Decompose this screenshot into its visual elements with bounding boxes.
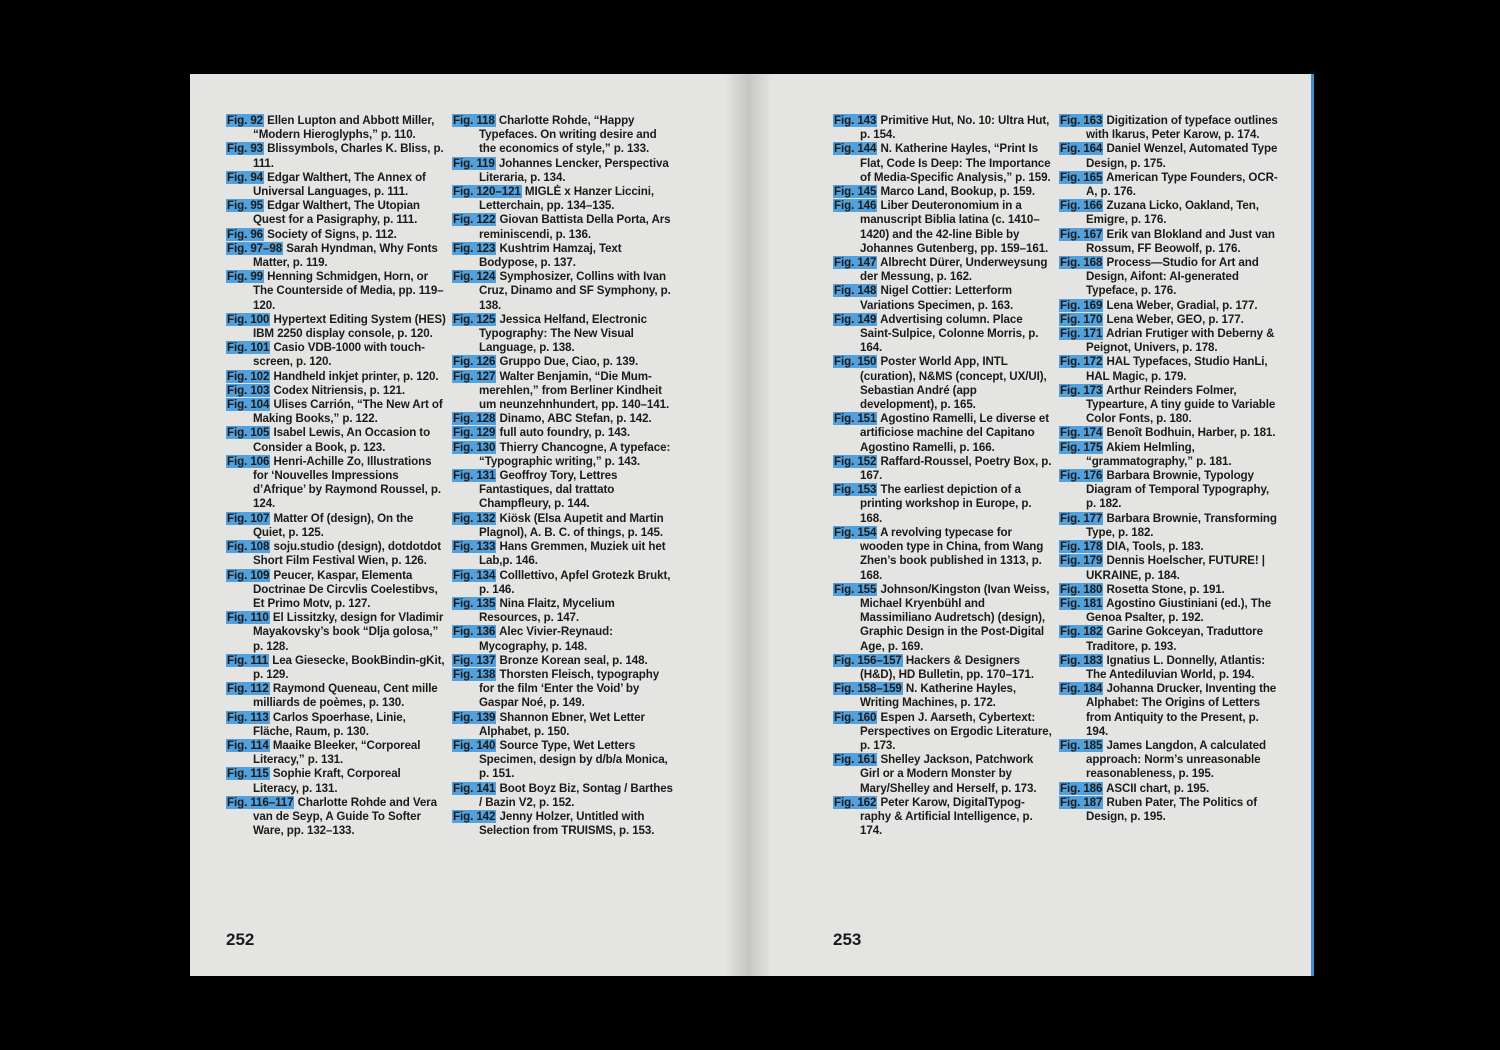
figure-caption xyxy=(1059,739,1281,782)
figure-caption-text: Raymond Queneau, Cent mille milliards de poèmes, p. 130. xyxy=(253,682,438,710)
figure-caption xyxy=(226,426,448,454)
figure-number-label: Fig. 99 xyxy=(227,270,264,284)
figure-caption xyxy=(226,711,448,739)
figure-caption xyxy=(226,228,448,242)
figure-caption-text: Dinamo, ABC Stefan, p. 142. xyxy=(499,412,652,426)
figure-number-label: Fig. 106 xyxy=(227,454,270,468)
figure-number-label: Fig. 109 xyxy=(227,568,270,582)
figure-caption-text: Hypertext Editing System (HES) IBM 2250 display console, p. 120. xyxy=(253,312,446,341)
figure-caption-text: Agostino Ramelli, Le diverse et artificiose machine del Capitano Agostino Ramelli, p. 166. xyxy=(860,412,1049,454)
figure-caption-text: Matter Of (design), On the Quiet, p. 125. xyxy=(253,511,414,539)
figure-caption xyxy=(226,313,448,341)
figure-number-label: Fig. 104 xyxy=(227,398,270,412)
figure-caption-text: Marco Land, Bookup, p. 159. xyxy=(880,185,1035,199)
figure-number-label: Fig. 160 xyxy=(834,710,877,724)
figure-number-label: Fig. 185 xyxy=(1060,738,1103,752)
figure-caption-text: Johnson/Kingston (Ivan Weiss, Michael Kryenbühl and Massimiliano Audretsch) (design), Graphic Design in the Post-Digital Age, p. 169. xyxy=(860,582,1050,653)
figure-caption xyxy=(226,739,448,767)
figure-caption-text: Arthur Reinders Folmer, Typearture, A tiny guide to Variable Color Fonts, p. 180. xyxy=(1086,383,1276,426)
figure-caption xyxy=(452,569,674,597)
figure-caption xyxy=(226,455,448,512)
figure-caption xyxy=(1059,313,1281,327)
figure-caption-text: Boot Boyz Biz, Sontag / Barthes / Bazin V2, p. 152. xyxy=(479,781,673,809)
figure-caption-text: Isabel Lewis, An Occasion to Consider a Book, p. 123. xyxy=(253,426,431,454)
figure-number-label: Fig. 101 xyxy=(227,341,270,355)
figure-caption xyxy=(452,625,674,653)
figure-number-label: Fig. 130 xyxy=(453,440,496,454)
figure-caption-text: Dennis Hoelscher, FUTURE! | UKRAINE, p. 184. xyxy=(1086,554,1265,582)
figure-caption-text: Codex Nitriensis, p. 121. xyxy=(273,383,406,397)
page-edge-accent xyxy=(1311,74,1314,976)
figure-caption xyxy=(833,256,1055,284)
figure-caption-text: Johannes Lencker, Perspectiva Literaria, p. 134. xyxy=(479,156,669,184)
figure-caption xyxy=(1059,299,1281,313)
figure-caption-text: Process—Studio for Art and Design, Aifont: AI-generated Typeface, p. 176. xyxy=(1086,256,1259,298)
figure-caption xyxy=(1059,171,1281,199)
figure-number-label: Fig. 108 xyxy=(227,540,270,554)
figure-caption-text: Symphosizer, Collins with Ivan Cruz, Dinamo and SF Symphony, p. 138. xyxy=(479,270,671,312)
figure-caption xyxy=(833,654,1055,682)
figure-caption-text: Sarah Hyndman, Why Fonts Matter, p. 119. xyxy=(253,241,438,270)
figure-number-label: Fig. 153 xyxy=(834,483,877,497)
figure-caption xyxy=(452,668,674,711)
figure-number-label: Fig. 174 xyxy=(1060,426,1103,440)
figure-number-label: Fig. 147 xyxy=(834,256,877,270)
figure-number-label: Fig. 127 xyxy=(453,369,496,383)
figure-caption xyxy=(1059,355,1281,383)
figure-caption-text: Hackers & Designers (H&D), HD Bulletin, pp. 170–171. xyxy=(860,653,1034,681)
figure-number-label: Fig. 150 xyxy=(834,355,877,369)
figure-caption-text: Agostino Giustiniani (ed.), The Genoa Psalter, p. 192. xyxy=(1086,596,1272,625)
figure-caption xyxy=(226,569,448,612)
figure-number-label: Fig. 163 xyxy=(1060,114,1103,127)
right-page-column-1 xyxy=(833,114,1055,838)
figure-caption xyxy=(1059,782,1281,796)
figure-number-label: Fig. 171 xyxy=(1060,327,1103,341)
figure-number-label: Fig. 107 xyxy=(227,511,270,525)
figure-number-label: Fig. 176 xyxy=(1060,469,1103,483)
right-page xyxy=(750,74,1314,976)
figure-caption xyxy=(1059,583,1281,597)
figure-caption xyxy=(452,441,674,469)
figure-caption-text: Henri-Achille Zo, Illustrations for ‘Nouvelles Impressions d’Afrique’ by Raymond Roussel, p. 124. xyxy=(253,454,442,511)
figure-caption-text: Carlos Spoerhase, Linie, Fläche, Raum, p. 130. xyxy=(253,710,406,738)
figure-caption xyxy=(833,284,1055,312)
figure-number-label: Fig. 161 xyxy=(834,753,877,767)
figure-number-label: Fig. 141 xyxy=(453,781,496,795)
figure-caption-text: James Langdon, A calculated approach: Norm’s unreasonable reasonableness, p. 195. xyxy=(1086,738,1266,781)
figure-number-label: Fig. 146 xyxy=(834,199,877,213)
figure-caption xyxy=(1059,796,1281,824)
figure-caption xyxy=(452,370,674,413)
figure-caption xyxy=(1059,142,1281,170)
figure-caption xyxy=(452,185,674,213)
figure-caption-text: Charlotte Rohde and Vera van de Seyp, A Guide To Softer Ware, pp. 132–133. xyxy=(253,795,437,838)
figure-number-label: Fig. 125 xyxy=(453,312,496,326)
figure-number-label: Fig. 178 xyxy=(1060,540,1103,554)
figure-caption xyxy=(833,142,1055,185)
figure-caption-text: Adrian Frutiger with Deberny & Peignot, Univers, p. 178. xyxy=(1086,327,1275,355)
figure-caption xyxy=(833,753,1055,796)
figure-caption xyxy=(1059,469,1281,512)
figure-caption-text: Colllettivo, Apfel Grotezk Brukt, p. 146. xyxy=(479,568,671,596)
figure-number-label: Fig. 112 xyxy=(227,682,269,696)
figure-number-label: Fig. 124 xyxy=(453,270,496,284)
figure-number-label: Fig. 154 xyxy=(834,525,877,539)
figure-number-label: Fig. 184 xyxy=(1060,682,1103,696)
figure-number-label: Fig. 155 xyxy=(834,582,877,596)
figure-caption xyxy=(226,171,448,199)
figure-caption xyxy=(1059,114,1281,142)
figure-number-label: Fig. 186 xyxy=(1060,781,1103,795)
figure-number-label: Fig. 162 xyxy=(834,795,877,809)
figure-number-label: Fig. 95 xyxy=(227,199,264,213)
figure-caption xyxy=(452,213,674,241)
figure-number-label: Fig. 173 xyxy=(1060,383,1103,397)
figure-number-label: Fig. 103 xyxy=(227,383,270,397)
figure-caption-text: Edgar Walthert, The Annex of Universal Languages, p. 111. xyxy=(253,170,426,199)
figure-caption-text: The earliest depiction of a printing workshop in Europe, p. 168. xyxy=(860,483,1032,525)
figure-caption xyxy=(452,739,674,782)
figure-caption xyxy=(226,341,448,369)
figure-number-label: Fig. 151 xyxy=(834,412,877,426)
figure-number-label: Fig. 183 xyxy=(1060,653,1103,667)
figure-caption-text: Ellen Lupton and Abbott Miller, “Modern Hieroglyphs,” p. 110. xyxy=(253,114,435,142)
figure-caption-text: Thierry Chancogne, A typeface: “Typographic writing,” p. 143. xyxy=(479,440,671,468)
figure-number-label: Fig. 144 xyxy=(834,142,877,156)
figure-caption xyxy=(452,654,674,668)
figure-caption xyxy=(226,114,448,142)
figure-caption xyxy=(833,199,1055,256)
figure-caption-text: Ulises Carrión, “The New Art of Making Books,” p. 122. xyxy=(253,398,443,426)
book-spread xyxy=(190,74,1314,976)
figure-caption xyxy=(452,313,674,356)
figure-caption xyxy=(833,114,1055,142)
figure-number-label: Fig. 143 xyxy=(834,114,877,127)
figure-number-label: Fig. 123 xyxy=(453,241,496,255)
figure-caption-text: ASCII chart, p. 195. xyxy=(1106,781,1210,795)
figure-caption-text: Peucer, Kaspar, Elementa Doctrinae De Circvlis Coelestibvs, Et Primo Motv, p. 127. xyxy=(253,568,438,610)
figure-caption xyxy=(833,483,1055,526)
figure-number-label: Fig. 129 xyxy=(453,426,496,440)
figure-number-label: Fig. 175 xyxy=(1060,440,1103,454)
figure-caption-text: Ignatius L. Donnelly, Atlantis: The Antediluvian World, p. 194. xyxy=(1086,653,1266,681)
figure-caption xyxy=(833,583,1055,654)
figure-caption xyxy=(452,114,674,157)
figure-number-label: Fig. 131 xyxy=(453,469,496,483)
figure-caption xyxy=(226,611,448,654)
figure-caption-text: Advertising column. Place Saint-Sulpice, Colonne Morris, p. 164. xyxy=(860,312,1039,355)
figure-caption-text: Zuzana Licko, Oakland, Ten, Emigre, p. 176. xyxy=(1086,199,1259,227)
figure-caption xyxy=(452,782,674,810)
figure-number-label: Fig. 158–159 xyxy=(834,682,902,696)
figure-number-label: Fig. 145 xyxy=(834,185,877,199)
figure-caption-text: Barbara Brownie, Typology Diagram of Temporal Typography, p. 182. xyxy=(1086,469,1270,511)
figure-number-label: Fig. 111 xyxy=(227,653,269,667)
figure-number-label: Fig. 149 xyxy=(834,312,877,326)
figure-caption xyxy=(1059,540,1281,554)
figure-number-label: Fig. 93 xyxy=(227,142,264,156)
figure-caption-text: Gruppo Due, Ciao, p. 139. xyxy=(499,355,639,369)
figure-caption-text: Lena Weber, GEO, p. 177. xyxy=(1106,312,1244,326)
figure-caption-text: Kushtrim Hamzaj, Text Bodypose, p. 137. xyxy=(479,241,622,270)
left-page xyxy=(190,74,750,976)
figure-caption xyxy=(1059,228,1281,256)
figure-caption xyxy=(1059,384,1281,427)
figure-number-label: Fig. 133 xyxy=(453,540,496,554)
figure-caption-text: Kiösk (Elsa Aupetit and Martin Plagnol), A. B. C. of things, p. 145. xyxy=(479,511,664,539)
figure-caption-text: Rosetta Stone, p. 191. xyxy=(1106,582,1225,596)
figure-number-label: Fig. 116–117 xyxy=(227,795,294,809)
figure-caption xyxy=(226,370,448,384)
figure-number-label: Fig. 122 xyxy=(453,213,496,227)
figure-number-label: Fig. 96 xyxy=(227,227,264,241)
figure-caption xyxy=(452,157,674,185)
figure-number-label: Fig. 181 xyxy=(1060,596,1103,610)
figure-caption-text: Benoît Bodhuin, Harber, p. 181. xyxy=(1106,426,1276,440)
figure-number-label: Fig. 165 xyxy=(1060,170,1103,184)
figure-number-label: Fig. 120–121 xyxy=(453,185,521,199)
figure-caption xyxy=(452,540,674,568)
figure-caption-text: N. Katherine Hayles, “Print Is Flat, Code Is Deep: The Importance of Media-Specific Analysis,” p. 159. xyxy=(860,142,1051,184)
figure-caption xyxy=(1059,199,1281,227)
figure-caption-text: Maaike Bleeker, “Corporeal Literacy,” p. 131. xyxy=(253,738,421,767)
figure-caption xyxy=(452,270,674,313)
figure-number-label: Fig. 140 xyxy=(453,738,496,752)
figure-caption xyxy=(833,355,1055,412)
figure-number-label: Fig. 142 xyxy=(453,809,496,823)
figure-caption xyxy=(226,398,448,426)
figure-caption-text: Alec Vivier-Reynaud: Mycography, p. 148. xyxy=(479,625,613,653)
figure-caption xyxy=(833,682,1055,710)
page-number: 253 xyxy=(833,930,862,949)
figure-caption-text: Thorsten Fleisch, typography for the film ‘Enter the Void’ by Gaspar Noé, p. 149. xyxy=(479,667,660,710)
figure-number-label: Fig. 170 xyxy=(1060,312,1103,326)
figure-caption-text: MIGLĖ x Hanzer Liccini, Letterchain, pp. 134–135. xyxy=(479,185,655,213)
figure-caption-text: Akiem Helmling, “grammatography,” p. 181. xyxy=(1086,440,1232,468)
figure-number-label: Fig. 102 xyxy=(227,369,270,383)
figure-number-label: Fig. 139 xyxy=(453,710,496,724)
figure-caption-text: A revolving typecase for wooden type in China, from Wang Zhen’s book published in 1313, p. 168. xyxy=(860,525,1044,582)
figure-number-label: Fig. 179 xyxy=(1060,554,1103,568)
figure-caption xyxy=(226,512,448,540)
figure-caption xyxy=(1059,682,1281,739)
figure-caption xyxy=(1059,554,1281,582)
figure-number-label: Fig. 168 xyxy=(1060,256,1103,270)
figure-number-label: Fig. 132 xyxy=(453,511,496,525)
figure-caption-text: Jessica Helfand, Electronic Typography: The New Visual Language, p. 138. xyxy=(479,312,647,355)
figure-caption-text: Nina Flaitz, Mycelium Resources, p. 147. xyxy=(479,596,615,625)
figure-caption xyxy=(1059,654,1281,682)
figure-number-label: Fig. 172 xyxy=(1060,355,1103,369)
figure-caption-text: full auto foundry, p. 143. xyxy=(499,426,631,440)
figure-caption-text: Hans Gremmen, Muziek uit het Lab,p. 146. xyxy=(479,540,666,568)
figure-number-label: Fig. 94 xyxy=(227,170,264,184)
figure-number-label: Fig. 135 xyxy=(453,596,496,610)
figure-number-label: Fig. 156–157 xyxy=(834,653,902,667)
figure-caption xyxy=(452,412,674,426)
right-page-column-2 xyxy=(1059,114,1281,824)
figure-caption-text: El Lissitzky, design for Vladimir Mayakovsky’s book “Dlja golosa,” p. 128. xyxy=(253,611,444,653)
figure-number-label: Fig. 169 xyxy=(1060,298,1103,312)
figure-caption-text: Lena Weber, Gradial, p. 177. xyxy=(1106,298,1258,312)
figure-caption-text: Handheld inkjet printer, p. 120. xyxy=(273,369,439,383)
figure-number-label: Fig. 128 xyxy=(453,412,496,426)
figure-number-label: Fig. 177 xyxy=(1060,511,1103,525)
figure-caption xyxy=(452,711,674,739)
figure-caption xyxy=(833,455,1055,483)
figure-caption-text: Barbara Brownie, Transforming Type, p. 182. xyxy=(1086,511,1277,539)
figure-number-label: Fig. 136 xyxy=(453,625,496,639)
page-number: 252 xyxy=(226,930,255,949)
figure-caption xyxy=(226,199,448,227)
figure-caption-text: Primitive Hut, No. 10: Ultra Hut, p. 154. xyxy=(860,114,1050,142)
figure-caption xyxy=(1059,327,1281,355)
figure-caption-text: HAL Typefaces, Studio HanLi, HAL Magic, p. 179. xyxy=(1086,355,1268,383)
figure-caption-text: DIA, Tools, p. 183. xyxy=(1106,540,1204,554)
figure-number-label: Fig. 114 xyxy=(227,738,269,752)
figure-caption-text: American Type Founders, OCR-A, p. 176. xyxy=(1086,170,1278,199)
figure-caption xyxy=(452,469,674,512)
figure-caption xyxy=(452,242,674,270)
figure-caption xyxy=(226,654,448,682)
figure-number-label: Fig. 187 xyxy=(1060,795,1103,809)
figure-number-label: Fig. 180 xyxy=(1060,582,1103,596)
figure-caption xyxy=(1059,441,1281,469)
figure-caption-text: Casio VDB-1000 with touch-screen, p. 120. xyxy=(253,341,425,369)
figure-caption xyxy=(226,242,448,270)
figure-caption-text: Bronze Korean seal, p. 148. xyxy=(499,653,648,667)
figure-caption-text: Erik van Blokland and Just van Rossum, FF Beowolf, p. 176. xyxy=(1086,227,1275,255)
figure-caption-text: Raffard-Roussel, Poetry Box, p. 167. xyxy=(860,454,1052,483)
figure-caption xyxy=(1059,256,1281,299)
figure-caption xyxy=(1059,426,1281,440)
figure-caption-text: Blissymbols, Charles K. Bliss, p. 111. xyxy=(253,142,444,170)
figure-caption-text: Shelley Jackson, Patchwork Girl or a Modern Monster by Mary/Shelley and Herself, p. 173. xyxy=(860,753,1037,795)
figure-caption-text: Ruben Pater, The Politics of Design, p. 195. xyxy=(1086,795,1258,823)
figure-caption-text: Jenny Holzer, Untitled with Selection from TRUISMS, p. 153. xyxy=(479,809,655,838)
figure-number-label: Fig. 97–98 xyxy=(227,241,283,255)
figure-number-label: Fig. 134 xyxy=(453,568,496,582)
figure-caption-text: Liber Deuteronomium in a manuscript Biblia latina (c. 1410–1420) and the 42-line Bible by Johannes Gutenberg, pp. 159–161. xyxy=(860,199,1049,255)
figure-number-label: Fig. 126 xyxy=(453,355,496,369)
figure-caption-text: Henning Schmidgen, Horn, or The Counterside of Media, pp. 119–120. xyxy=(253,270,444,312)
figure-caption-text: Digitization of typeface outlines with Ikarus, Peter Karow, p. 174. xyxy=(1086,114,1278,142)
figure-number-label: Fig. 115 xyxy=(227,767,269,781)
left-page-column-2 xyxy=(452,114,674,838)
figure-caption-text: Walter Benjamin, “Die Mum-merehlen,” from Berliner Kindheit um neunzehnhundert, pp. 140–141. xyxy=(479,369,670,412)
figure-caption xyxy=(452,512,674,540)
figure-caption-text: N. Katherine Hayles, Writing Machines, p. 172. xyxy=(860,682,1017,710)
figure-caption xyxy=(1059,512,1281,540)
figure-caption-text: Shannon Ebner, Wet Letter Alphabet, p. 150. xyxy=(479,710,645,738)
figure-caption xyxy=(226,142,448,170)
figure-caption xyxy=(226,270,448,313)
figure-caption xyxy=(833,185,1055,199)
figure-caption-text: Source Type, Wet Letters Specimen, design by d/b/a Monica, p. 151. xyxy=(479,738,668,781)
figure-caption-text: Espen J. Aarseth, Cybertext: Perspectives on Ergodic Literature, p. 173. xyxy=(860,710,1052,752)
figure-caption-text: Geoffroy Tory, Lettres Fantastiques, dal trattato Champfleury, p. 144. xyxy=(479,469,618,511)
figure-number-label: Fig. 152 xyxy=(834,454,877,468)
figure-caption-text: Giovan Battista Della Porta, Ars reminiscendi, p. 136. xyxy=(479,213,671,241)
figure-number-label: Fig. 92 xyxy=(227,114,264,127)
figure-caption-text: Peter Karow, DigitalTypog-raphy & Artificial Intelligence, p. 174. xyxy=(860,795,1033,838)
figure-number-label: Fig. 182 xyxy=(1060,625,1103,639)
figure-caption xyxy=(452,810,674,838)
left-page-column-1 xyxy=(226,114,448,838)
figure-caption-text: Johanna Drucker, Inventing the Alphabet: The Origins of Letters from Antiquity to the Present, p. 194. xyxy=(1086,682,1277,738)
figure-caption xyxy=(833,313,1055,356)
figure-number-label: Fig. 100 xyxy=(227,312,270,326)
figure-caption xyxy=(226,767,448,795)
figure-caption-text: Garine Gokceyan, Traduttore Traditore, p. 193. xyxy=(1086,625,1263,653)
figure-number-label: Fig. 164 xyxy=(1060,142,1103,156)
figure-caption xyxy=(452,426,674,440)
figure-caption xyxy=(226,384,448,398)
figure-number-label: Fig. 138 xyxy=(453,667,496,681)
figure-number-label: Fig. 148 xyxy=(834,284,877,298)
figure-number-label: Fig. 113 xyxy=(227,710,269,724)
figure-caption-text: Nigel Cottier: Letterform Variations Specimen, p. 163. xyxy=(860,284,1014,312)
figure-caption-text: Society of Signs, p. 112. xyxy=(267,227,397,241)
figure-number-label: Fig. 167 xyxy=(1060,227,1103,241)
figure-number-label: Fig. 118 xyxy=(453,114,495,127)
figure-caption xyxy=(226,540,448,568)
figure-number-label: Fig. 166 xyxy=(1060,199,1103,213)
figure-caption-text: Edgar Walthert, The Utopian Quest for a Pasigraphy, p. 111. xyxy=(253,199,420,227)
figure-caption-text: Sophie Kraft, Corporeal Literacy, p. 131. xyxy=(253,767,401,795)
figure-caption xyxy=(833,796,1055,839)
figure-caption xyxy=(833,711,1055,754)
figure-caption xyxy=(452,597,674,625)
figure-caption-text: soju.studio (design), dotdotdot Short Film Festival Wien, p. 126. xyxy=(253,540,442,568)
figure-caption xyxy=(833,412,1055,455)
figure-number-label: Fig. 105 xyxy=(227,426,270,440)
figure-caption xyxy=(452,355,674,369)
figure-caption-text: Lea Giesecke, BookBindin-gKit, p. 129. xyxy=(253,653,445,681)
figure-caption xyxy=(1059,597,1281,625)
figure-caption-text: Poster World App, INTL (curation), N&MS (concept, UX/UI), Sebastian André (app development), p. 165. xyxy=(860,355,1047,412)
figure-number-label: Fig. 137 xyxy=(453,653,496,667)
figure-caption xyxy=(226,682,448,710)
figure-number-label: Fig. 110 xyxy=(227,611,269,625)
figure-caption-text: Albrecht Dürer, Underweysung der Messung, p. 162. xyxy=(860,256,1048,284)
figure-caption xyxy=(1059,625,1281,653)
figure-caption xyxy=(833,526,1055,583)
figure-caption xyxy=(226,796,448,839)
figure-number-label: Fig. 119 xyxy=(453,156,495,170)
figure-caption-text: Daniel Wenzel, Automated Type Design, p. 175. xyxy=(1086,142,1278,170)
figure-caption-text: Charlotte Rohde, “Happy Typefaces. On writing desire and the economics of style,” p. 133. xyxy=(479,114,657,156)
